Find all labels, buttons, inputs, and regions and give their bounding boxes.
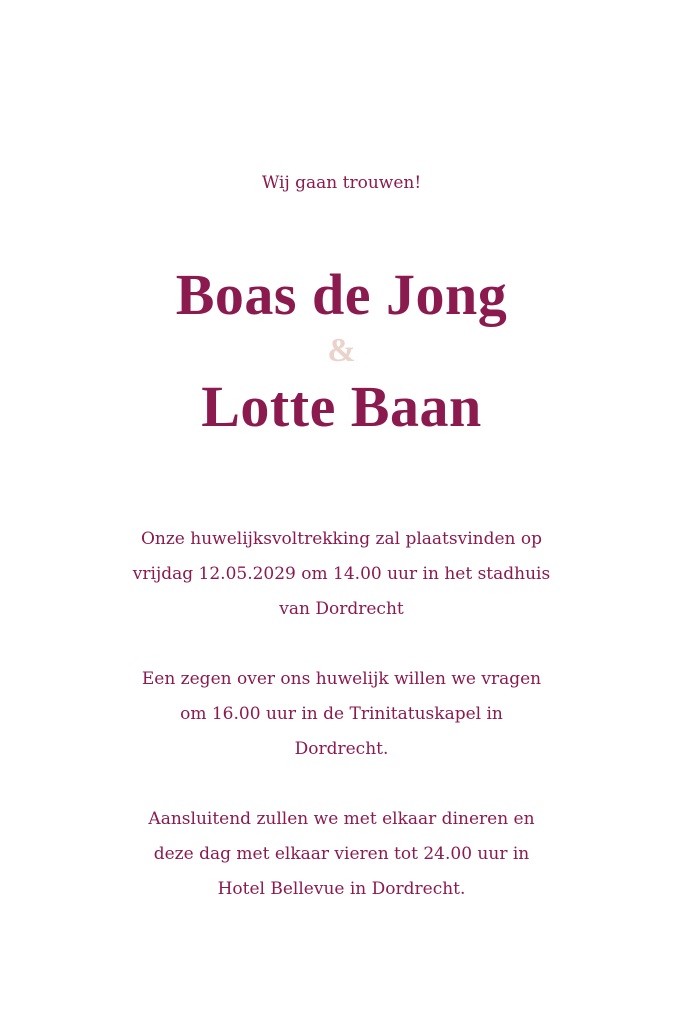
ceremony-paragraph: Onze huwelijksvoltrekking zal plaatsvinden op vrijdag 12.05.2029 om 14.00 uur in het stadhuis van Dordrecht: [132, 529, 551, 619]
invitation-details: [0, 522, 683, 907]
dinner-paragraph: Aansluitend zullen we met elkaar dineren en deze dag met elkaar vieren tot 24.00 uur in Hotel Bellevue in Dordrecht.: [148, 809, 535, 899]
ampersand: &: [327, 332, 356, 369]
couple-names: [0, 262, 683, 440]
intro-text: Wij gaan trouwen!: [261, 173, 422, 193]
partner-two-name: Lotte Baan: [201, 374, 482, 439]
partner-one-name: Boas de Jong: [175, 262, 508, 327]
blessing-paragraph: Een zegen over ons huwelijk willen we vragen om 16.00 uur in de Trinitatuskapel in Dordrecht.: [141, 669, 542, 759]
